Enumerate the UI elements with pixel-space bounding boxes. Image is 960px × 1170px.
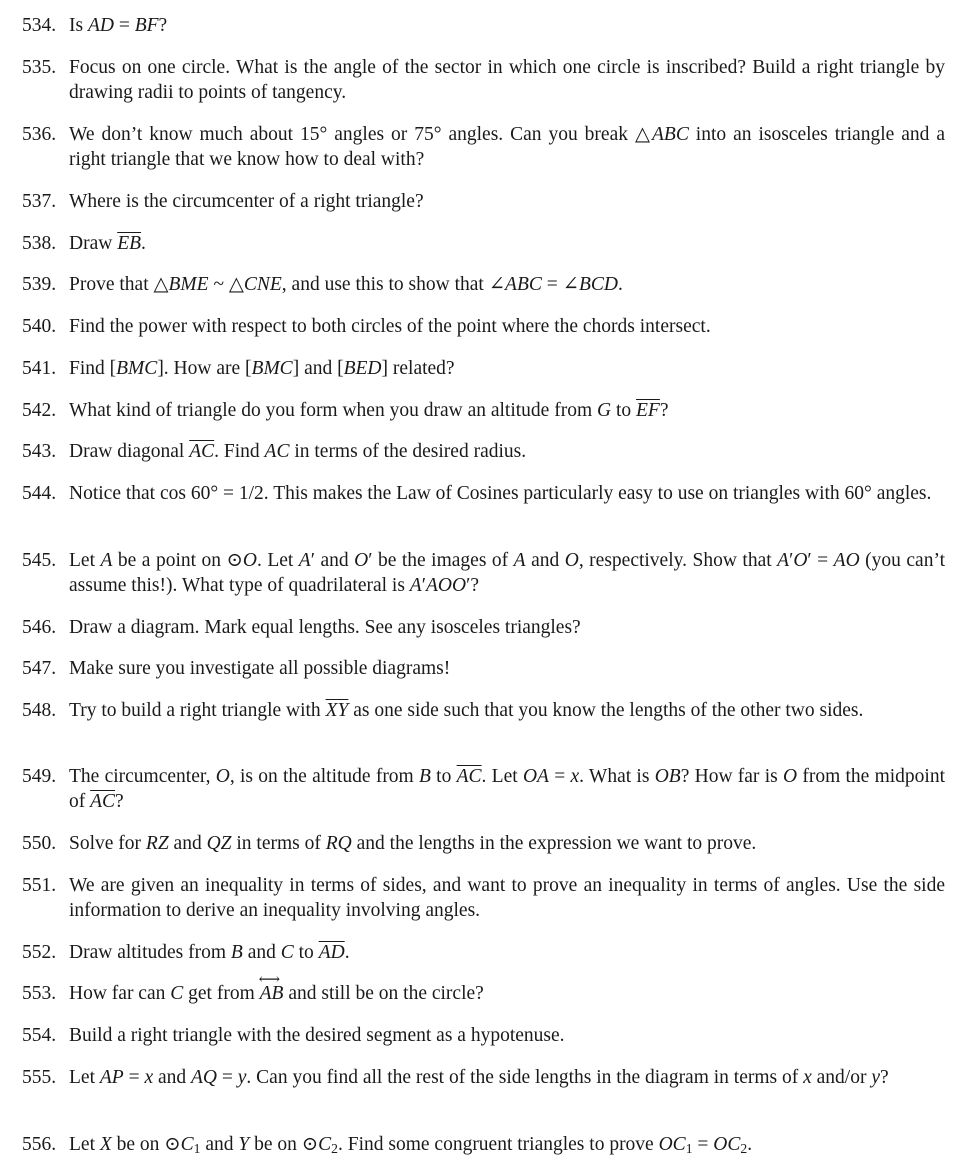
- hint-text: Try to build a right triangle with $\overline{XY}$ as one side such that you know the lengths of the other two sides.: [69, 700, 864, 721]
- hint-text: Prove that △BME ~ △CNE, and use this to show that ∠ABC = ∠BCD.: [69, 274, 623, 295]
- hint-number: 545.: [22, 550, 57, 571]
- hint-text: Let X be on $⊙C_1$ and Y be on $⊙C_2$. Find some congruent triangles to prove $OC_1 = OC_2$.: [69, 1134, 753, 1156]
- hint-number: 552.: [22, 942, 57, 963]
- hint-text: Make sure you investigate all possible diagrams!: [69, 658, 451, 679]
- hint-number: 544.: [22, 483, 57, 504]
- hint-text: Find the power with respect to both circles of the point where the chords intersect.: [69, 316, 711, 337]
- hint-text: Focus on one circle. What is the angle of the sector in which one circle is inscribed? Build a right triangle by drawing radii to points of tangency.: [69, 57, 945, 103]
- hint-number: 540.: [22, 316, 57, 337]
- hint-number: 551.: [22, 875, 57, 896]
- hint-text: We don’t know much about 15° angles or 75° angles. Can you break △ABC into an isosceles triangle and a right triangle that we know how to deal with?: [69, 124, 945, 170]
- hint-number: 538.: [22, 233, 57, 254]
- hint-text: Solve for RZ and QZ in terms of RQ and the lengths in the expression we want to prove.: [69, 833, 757, 854]
- hint-text: Draw $\overline{EB}$.: [69, 233, 146, 254]
- hint-text: Let AP = x and AQ = y. Can you find all the rest of the side lengths in the diagram in terms of x and/or y?: [69, 1067, 889, 1088]
- hint-text: Notice that cos 60° = 1/2. This makes the Law of Cosines particularly easy to use on triangles with 60° angles.: [69, 483, 932, 504]
- hint-number: 548.: [22, 700, 57, 721]
- hint-text: We are given an inequality in terms of sides, and want to prove an inequality in terms of angles. Use the side information to derive an inequality involving angles.: [69, 875, 945, 921]
- hint-number: 537.: [22, 191, 57, 212]
- hint-text: How far can C get from ⟷ AB and still be on the circle?: [69, 972, 484, 1004]
- hint-number: 546.: [22, 617, 57, 638]
- hint-text: The circumcenter, O, is on the altitude from B to $\overline{AC}$. Let OA = x. What is OB? How far is O from the midpoint of $\overline{AC}$?: [69, 766, 946, 812]
- hint-number: 547.: [22, 658, 57, 679]
- hint-text: Let A be a point on ⊙O. Let A′ and O′ be the images of A and O, respectively. Show that A′O′ = AO (you can’t assume this!). What type of quadrilateral is A′AOO′?: [69, 550, 946, 596]
- hint-number: 556.: [22, 1134, 57, 1155]
- hint-number: 539.: [22, 274, 57, 295]
- hint-text: Draw a diagram. Mark equal lengths. See any isosceles triangles?: [69, 617, 581, 638]
- hint-text: Draw diagonal $\overline{AC}$. Find AC in terms of the desired radius.: [69, 441, 527, 462]
- hint-text: What kind of triangle do you form when you draw an altitude from G to $\overline{EF}$?: [69, 400, 669, 421]
- hint-text: Where is the circumcenter of a right triangle?: [69, 191, 424, 212]
- hint-text: Find [BMC]. How are [BMC] and [BED] related?: [69, 358, 455, 379]
- hint-number: 534.: [22, 15, 57, 36]
- hint-number: 543.: [22, 441, 57, 462]
- hint-number: 554.: [22, 1025, 57, 1046]
- hint-text: Is AD = BF?: [69, 15, 168, 36]
- hint-number: 541.: [22, 358, 57, 379]
- hint-number: 535.: [22, 57, 57, 78]
- hint-number: 542.: [22, 400, 57, 421]
- hint-number: 550.: [22, 833, 57, 854]
- hint-number: 536.: [22, 124, 57, 145]
- hint-text: Build a right triangle with the desired segment as a hypotenuse.: [69, 1025, 565, 1046]
- hint-number: 549.: [22, 766, 57, 787]
- hint-text: Draw altitudes from B and C to $\overline{AD}$.: [69, 942, 350, 963]
- hint-number: 555.: [22, 1067, 57, 1088]
- hint-number: 553.: [22, 983, 57, 1004]
